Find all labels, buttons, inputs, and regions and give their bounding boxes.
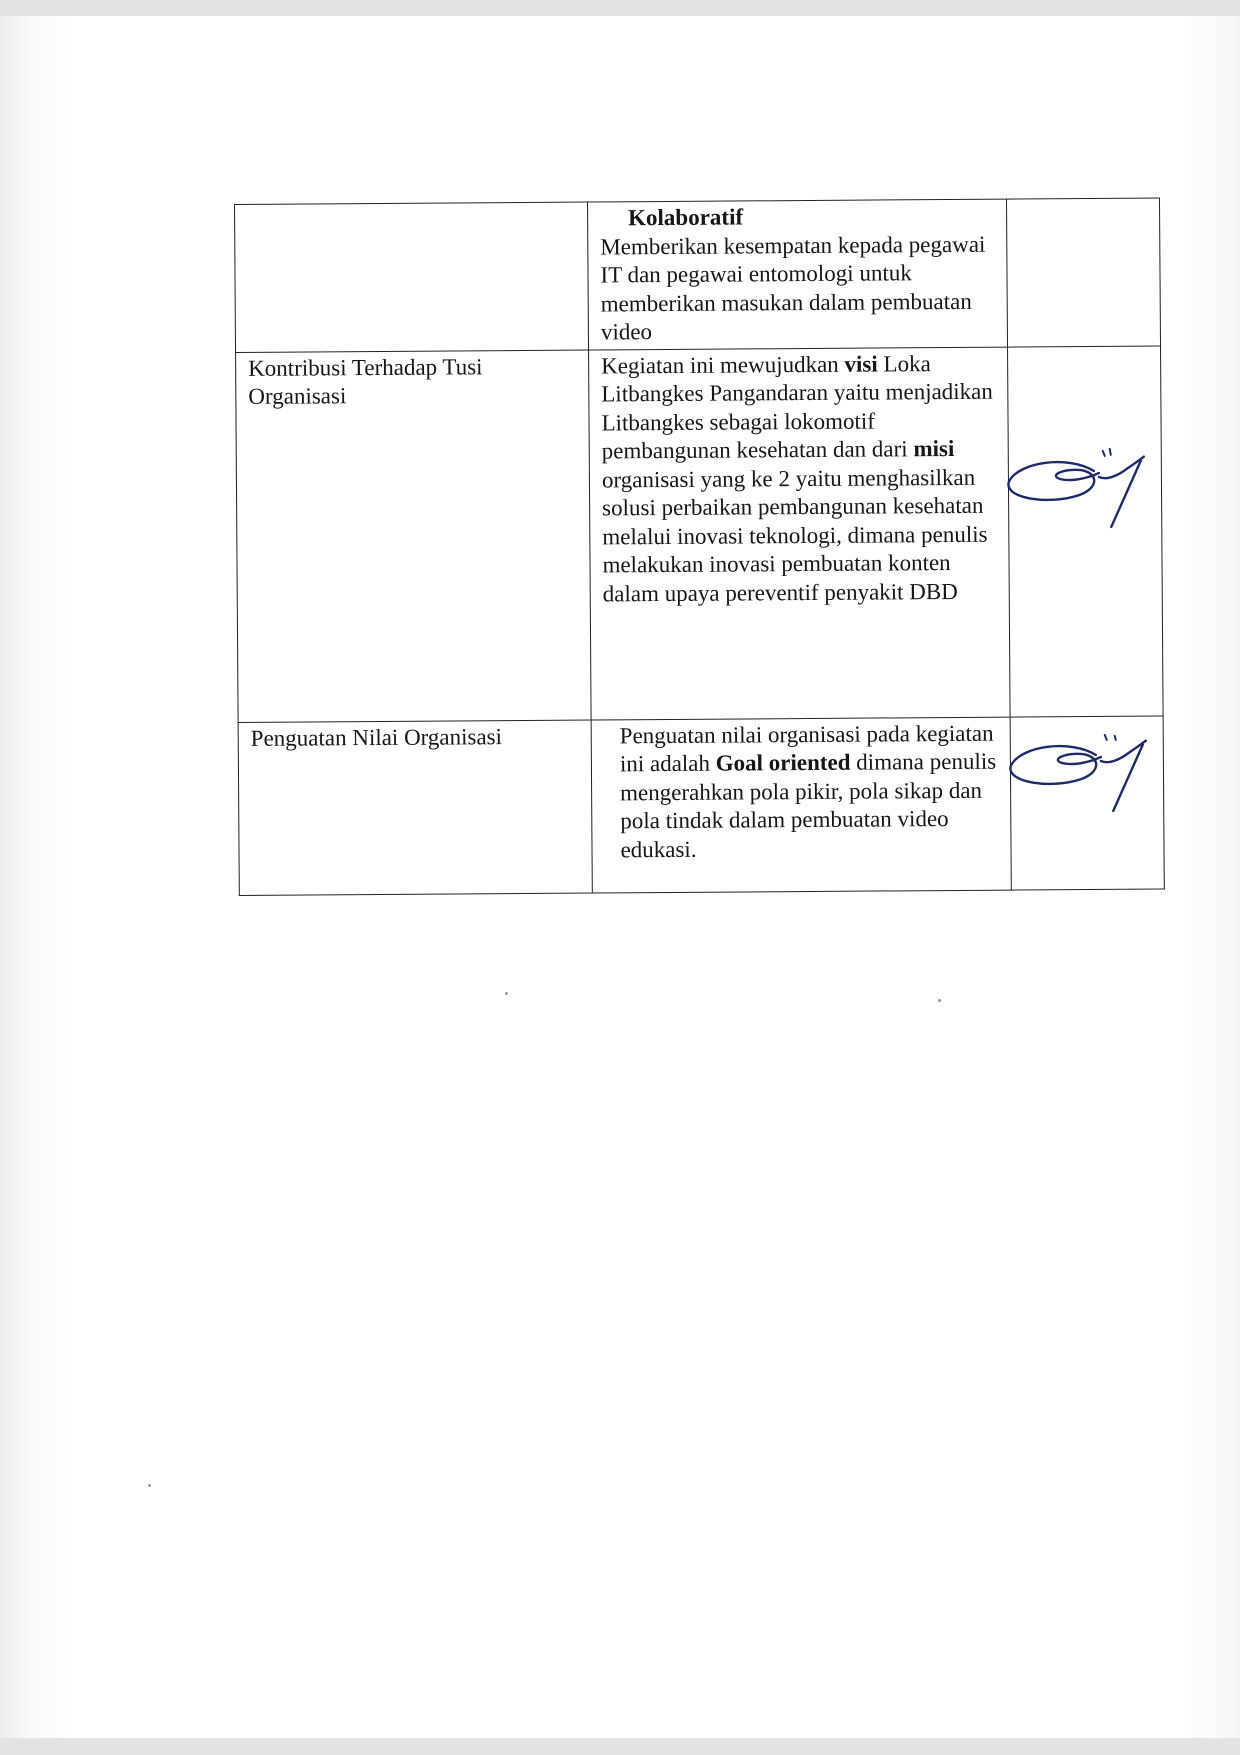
- section-heading: Kolaboratif: [628, 204, 744, 231]
- paper-speck: [148, 1484, 151, 1487]
- signature-cell: [1006, 198, 1160, 347]
- description-text: Memberikan kesempatan kepada pegawai IT dan pegawai entomologi untuk memberikan masukan dalam pembuatan video: [600, 231, 986, 345]
- description-text: Loka Litbangkes Pangandaran yaitu menjadikan Litbangkes sebagai lokomotif pembangunan kesehatan dan dari: [601, 350, 993, 464]
- description-text: Kegiatan ini mewujudkan: [601, 351, 845, 378]
- signature-cell: [1010, 716, 1164, 890]
- description-cell: [589, 347, 1011, 720]
- description-text: organisasi yang ke 2 yaitu menghasilkan solusi perbaikan pembangunan kesehatan melalui inovasi teknologi, dimana penulis melakukan inovasi pembuatan konten dalam upaya pereventif penyakit DBD: [601, 464, 988, 606]
- signature-cell: [1008, 346, 1164, 717]
- paper-speck: [938, 999, 941, 1002]
- keyword-goal-oriented: Goal oriented: [715, 749, 851, 776]
- paper-speck: [505, 992, 508, 995]
- description-cell: [591, 717, 1011, 893]
- criteria-cell: Penguatan Nilai Organisasi: [238, 720, 592, 895]
- description-text: Penguatan nilai organisasi pada kegiatan ini adalah: [619, 720, 994, 777]
- keyword-visi: visi: [844, 351, 878, 377]
- criteria-cell: [235, 202, 589, 352]
- document-table: [234, 198, 1165, 896]
- keyword-misi: misi: [913, 435, 955, 462]
- description-text: dimana penulis mengerahkan pola pikir, pola sikap dan pola tindak dalam pembuatan video edukasi.: [620, 748, 997, 862]
- signature-mark-icon: [1001, 726, 1172, 827]
- description-cell: [587, 199, 1007, 349]
- signature-mark-icon: [999, 442, 1170, 543]
- criteria-cell: Kontribusi Terhadap Tusi Organisasi: [236, 350, 592, 722]
- table-row: [236, 346, 1164, 722]
- table-row: [235, 198, 1161, 352]
- paper-sheet: [0, 16, 1240, 1738]
- table-row: [238, 716, 1164, 895]
